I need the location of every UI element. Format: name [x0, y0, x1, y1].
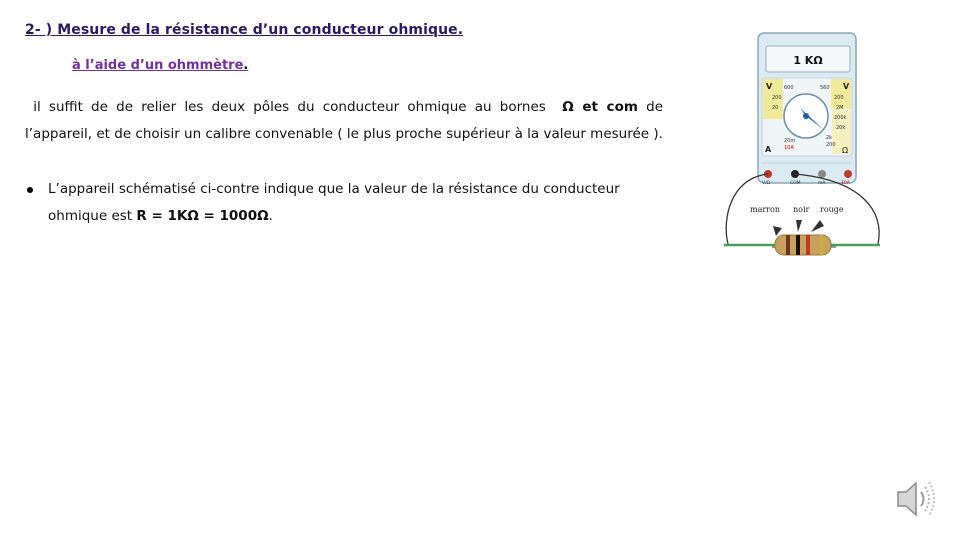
dial-label-r6: 2k	[826, 135, 833, 141]
dial-label-r1: 560	[820, 85, 830, 91]
subheading	[72, 58, 248, 73]
terminal-label-2: COM	[790, 181, 801, 186]
dial-label-b2: 10A	[784, 145, 794, 151]
wire-label-3: rouge	[820, 205, 844, 214]
terminal-label-3: mA	[818, 181, 826, 186]
subheading-dot: .	[243, 58, 249, 73]
speaker-icon[interactable]	[890, 474, 940, 524]
dial-label-l2: 200	[772, 95, 782, 101]
ohmmeter-figure	[720, 30, 885, 260]
arrow-brown-icon	[773, 226, 782, 236]
terminal-10a[interactable]	[844, 170, 852, 178]
sound-wave-2	[925, 487, 929, 511]
wire-label-1: marron	[750, 205, 780, 214]
resistor-band-brown	[786, 235, 790, 255]
paragraph-bold: Ω et com	[562, 99, 638, 115]
bullet-text-a: L’appareil schématisé ci-contre indique que la valeur de la résistance du conducteur ohmique est	[48, 181, 620, 224]
meter-display-text: 1 KΩ	[793, 54, 823, 67]
terminal-label-1: V/Ω	[762, 181, 771, 186]
bullet-dot-icon	[27, 187, 33, 193]
selector-hub	[803, 113, 809, 119]
resistor-band-gold	[820, 235, 823, 255]
volt-label-left: V	[766, 82, 773, 91]
volt-label-right: V	[843, 82, 850, 91]
amp-label: A	[765, 145, 772, 154]
arrow-red-icon	[811, 220, 824, 232]
bullet-item	[25, 176, 665, 230]
ohm-label: Ω	[842, 146, 849, 155]
speaker-body	[898, 483, 916, 515]
dial-label-l3: 20	[772, 105, 779, 111]
resistor-band-red	[806, 235, 810, 255]
dial-label-r4: 200k	[834, 115, 847, 121]
subheading-text: à l’aide d’un ohmmètre	[72, 58, 244, 73]
resistor-band-black	[796, 235, 800, 255]
section-heading: 2- ) Mesure de la résistance d’un conducteur ohmique.	[25, 22, 464, 38]
dial-label-r2: 200	[834, 95, 844, 101]
dial-label-b1: 20m	[784, 138, 796, 144]
bullet-text	[48, 176, 665, 230]
dial-label-l1: 600	[784, 85, 794, 91]
paragraph-text: il suffit de de relier les deux pôles du conducteur ohmique au bornes	[33, 99, 546, 115]
paragraph-rest: de l’appareil, et de choisir un calibre convenable ( le plus proche supérieur à la valeur mesurée ).	[25, 99, 663, 142]
wire-label-2: noir	[793, 205, 810, 214]
terminal-label-4: 10A	[841, 181, 850, 186]
instructions-paragraph	[25, 94, 663, 148]
dial-label-r7: 200	[826, 142, 836, 148]
bullet-end: .	[268, 208, 273, 224]
dial-label-r5: 20k	[836, 125, 846, 131]
sound-wave-1	[921, 492, 924, 506]
dial-label-r3: 2M	[836, 105, 844, 111]
terminal-ma[interactable]	[818, 170, 826, 178]
arrow-black-icon	[796, 220, 802, 232]
bullet-bold: R = 1KΩ = 1000Ω	[136, 208, 269, 224]
